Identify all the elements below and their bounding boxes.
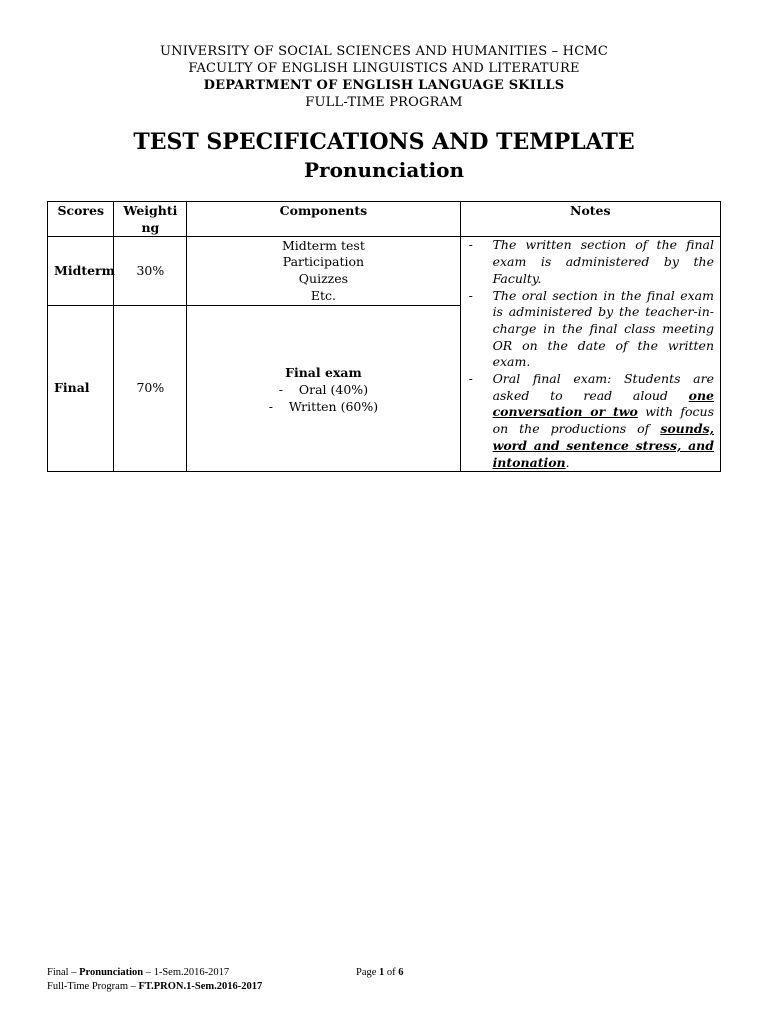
page-total: 6 <box>398 967 404 978</box>
header-notes: Notes <box>460 202 720 237</box>
table-header-row <box>48 202 721 237</box>
footer-course: Pronunciation <box>79 967 144 978</box>
midterm-components <box>187 237 460 305</box>
footer-code: FT.PRON.1-Sem.2016-2017 <box>138 981 263 992</box>
footer-line-2 <box>47 980 727 994</box>
note-text: Oral final exam: Students are asked to read aloud <box>492 371 714 403</box>
note-item <box>467 371 714 471</box>
note-text: The oral section in the final exam is administered by the teacher-in-charge in the final class meeting OR on the date of the written exam. <box>492 287 714 370</box>
note-emphasis: sounds, word and sentence stress, and intonation <box>492 421 714 470</box>
department-name: DEPARTMENT OF ENGLISH LANGUAGE SKILLS <box>203 78 565 93</box>
page-footer <box>47 966 727 994</box>
note-emphasis: one conversation or two <box>492 387 714 420</box>
midterm-weight: 30% <box>114 237 187 305</box>
university-name: UNIVERSITY OF SOCIAL SCIENCES AND HUMANITIES – HCMC <box>159 44 609 59</box>
page-label: Page <box>356 967 380 978</box>
title-block <box>0 127 768 183</box>
footer-text: Final – <box>47 967 80 978</box>
header-scores: Scores <box>48 202 114 237</box>
faculty-name: FACULTY OF ENGLISH LINGUISTICS AND LITERATURE <box>188 61 580 76</box>
specification-table <box>47 201 721 472</box>
note-item <box>467 288 714 372</box>
document-title: TEST SPECIFICATIONS AND TEMPLATE <box>133 129 635 155</box>
document-header <box>0 43 768 111</box>
footer-text: Full-Time Program – <box>47 981 139 992</box>
notes-cell <box>460 237 720 472</box>
note-text: with focus on the productions of <box>492 404 714 437</box>
note-text: . <box>565 454 570 470</box>
final-weight: 70% <box>114 305 187 472</box>
note-item <box>467 237 714 287</box>
final-score: Final <box>48 305 114 472</box>
page-current: 1 <box>379 967 385 978</box>
component-item: Midterm test <box>281 237 365 253</box>
table-row-midterm <box>48 237 721 305</box>
final-exam-title: Final exam <box>285 365 362 381</box>
component-item: Participation <box>282 254 365 270</box>
final-components <box>187 305 460 472</box>
header-components: Components <box>187 202 460 237</box>
footer-text: – 1-Sem.2016-2017 <box>143 967 230 978</box>
note-dash: - <box>468 237 473 253</box>
document-subtitle: Pronunciation <box>304 158 464 182</box>
header-weighting: Weighting <box>114 202 187 237</box>
component-item: - Oral (40%) <box>278 382 369 398</box>
component-item: Quizzes <box>298 271 349 287</box>
component-item: Etc. <box>310 287 336 303</box>
component-item: - Written (60%) <box>268 398 379 414</box>
page-of: of <box>384 967 399 978</box>
program-name: FULL-TIME PROGRAM <box>305 95 463 110</box>
note-text: The written section of the final exam is administered by the Faculty. <box>492 237 714 286</box>
note-dash: - <box>468 371 473 387</box>
page-number <box>356 966 404 980</box>
note-dash: - <box>468 287 473 303</box>
midterm-score: Midterm <box>48 237 114 305</box>
